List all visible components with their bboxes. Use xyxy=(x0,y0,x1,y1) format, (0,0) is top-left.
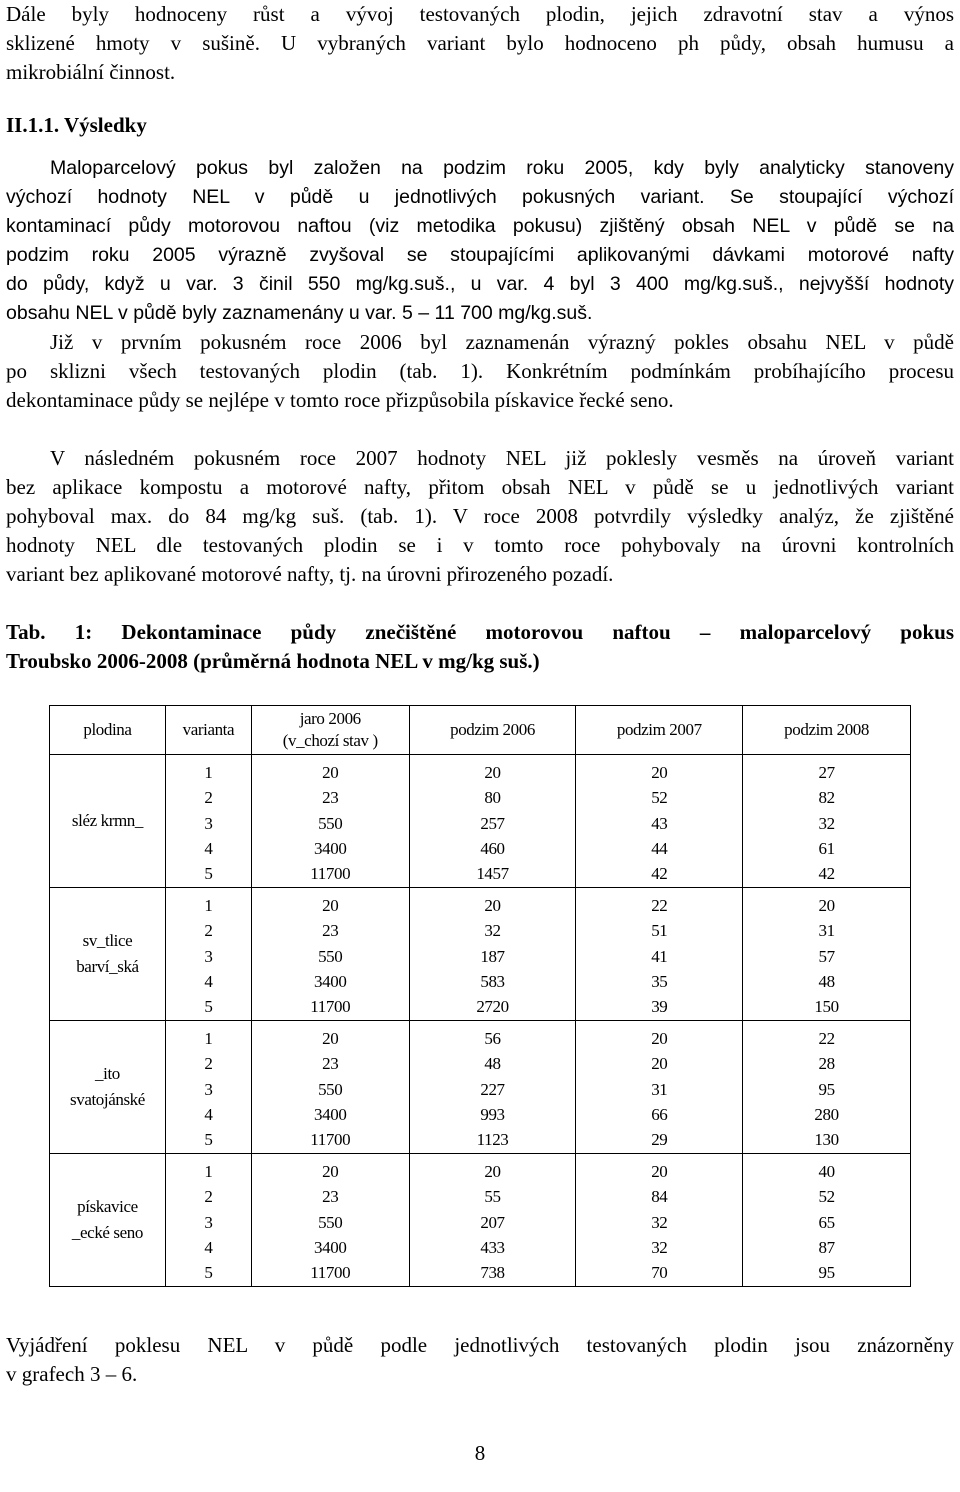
text-line: podzim roku 2005 výrazně zvyšoval se stoupajícími aplikovanými dávkami motorové nafty xyxy=(6,244,954,266)
results-table xyxy=(49,705,911,1287)
caption-line: Troubsko 2006-2008 (průměrná hodnota NEL v mg/kg suš.) xyxy=(6,649,540,673)
cell-podzim2007 xyxy=(576,1154,743,1287)
table-value: 3400 xyxy=(314,838,347,858)
table-value: 3 xyxy=(204,1212,213,1232)
table-row xyxy=(50,1154,911,1287)
cell-plodina xyxy=(50,888,166,1021)
table-value: 32 xyxy=(484,921,501,941)
table-value: 20 xyxy=(484,1162,501,1181)
cell-podzim2008 xyxy=(743,755,911,888)
cell-plodina xyxy=(50,755,166,888)
table-value: 20 xyxy=(484,763,501,782)
table-value: 3 xyxy=(204,946,213,966)
plodina-label: _ecké seno xyxy=(71,1223,143,1242)
plodina-label: barví_ská xyxy=(76,957,139,976)
paragraph-2007 xyxy=(6,444,954,589)
table-value: 2 xyxy=(204,921,213,941)
plodina-label: _ito xyxy=(95,1064,120,1083)
table-value: 70 xyxy=(651,1263,668,1283)
header-podzim-2008: podzim 2008 xyxy=(743,706,911,755)
table-value: 5 xyxy=(204,1130,213,1150)
table-value: 20 xyxy=(651,1054,668,1074)
table-value: 550 xyxy=(318,946,343,966)
cell-podzim2008 xyxy=(743,1154,911,1287)
table-value: 42 xyxy=(651,864,668,884)
table-value: 40 xyxy=(818,1162,835,1181)
table-value: 11700 xyxy=(310,997,351,1017)
table-value: 31 xyxy=(651,1079,668,1099)
cell-jaro2006 xyxy=(251,755,409,888)
table-value: 32 xyxy=(818,813,835,833)
table-value: 11700 xyxy=(310,864,351,884)
table-value: 20 xyxy=(651,1029,668,1048)
table-value: 65 xyxy=(818,1212,835,1232)
table-value: 187 xyxy=(480,946,505,966)
table-value: 550 xyxy=(318,813,343,833)
table-value: 130 xyxy=(814,1130,839,1150)
table-value: 31 xyxy=(818,921,835,941)
table-value: 4 xyxy=(204,1104,213,1124)
cell-jaro2006 xyxy=(251,1154,409,1287)
table-value: 95 xyxy=(818,1079,835,1099)
table-value: 5 xyxy=(204,1263,213,1283)
table-value: 2 xyxy=(204,1187,213,1207)
table-value: 5 xyxy=(204,864,213,884)
table-value: 1457 xyxy=(476,864,509,884)
table-value: 11700 xyxy=(310,1263,351,1283)
table-value: 27 xyxy=(818,763,835,782)
text-line: dekontaminace půdy se nejlépe v tomto roce přizpůsobila pískavice řecké seno. xyxy=(6,388,674,412)
table-value: 993 xyxy=(480,1104,505,1124)
table-value: 48 xyxy=(484,1054,501,1074)
cell-podzim2006 xyxy=(409,755,576,888)
table-row xyxy=(50,888,911,1021)
text-line: Dále byly hodnoceny růst a vývoj testovaných plodin, jejich zdravotní stav a výnos xyxy=(6,2,954,26)
table-value: 2 xyxy=(204,788,213,808)
table-caption xyxy=(6,618,954,676)
header-jaro-2006 xyxy=(251,706,409,755)
table-value: 20 xyxy=(651,1162,668,1181)
table-value: 257 xyxy=(480,813,505,833)
table-value: 82 xyxy=(818,788,835,808)
table-value: 433 xyxy=(480,1237,505,1257)
table-value: 3 xyxy=(204,1079,213,1099)
table-value: 20 xyxy=(651,763,668,782)
text-line: kontaminací půdy motorovou naftou (viz metodika pokusu) zjištěný obsah NEL v půdě se na xyxy=(6,215,954,237)
table-value: 44 xyxy=(651,838,668,858)
cell-varianta xyxy=(165,755,251,888)
header-jaro-line1: jaro 2006 xyxy=(299,709,361,728)
plodina-label: pískavice xyxy=(77,1197,138,1216)
table-value: 23 xyxy=(322,788,339,808)
table-value: 52 xyxy=(818,1187,835,1207)
cell-podzim2007 xyxy=(576,888,743,1021)
table-value: 52 xyxy=(651,788,668,808)
table-value: 1 xyxy=(204,1162,213,1181)
cell-podzim2007 xyxy=(576,755,743,888)
cell-podzim2006 xyxy=(409,888,576,1021)
text-line: V následném pokusném roce 2007 hodnoty NEL již poklesly vesměs na úroveň variant xyxy=(50,446,954,470)
table-value: 227 xyxy=(480,1079,505,1099)
table-value: 41 xyxy=(651,946,668,966)
table-value: 87 xyxy=(818,1237,835,1257)
table-value: 4 xyxy=(204,1237,213,1257)
table-value: 583 xyxy=(480,971,505,991)
text-line: výchozí hodnoty NEL v půdě u jednotlivých pokusných variant. Se stoupající výchozí xyxy=(6,186,954,208)
cell-plodina xyxy=(50,1154,166,1287)
table-value: 23 xyxy=(322,1187,339,1207)
cell-podzim2008 xyxy=(743,888,911,1021)
table-value: 35 xyxy=(651,971,668,991)
table-row xyxy=(50,1021,911,1154)
text-line: hodnoty NEL dle testovaných plodin se i v tomto roce pohybovaly na úrovni kontrolních xyxy=(6,533,954,557)
text-line: Již v prvním pokusném roce 2006 byl zaznamenán výrazný pokles obsahu NEL v půdě xyxy=(50,330,954,354)
section-heading: II.1.1. Výsledky xyxy=(6,113,147,137)
cell-varianta xyxy=(165,1021,251,1154)
table-value: 11700 xyxy=(310,1130,351,1150)
table-value: 3400 xyxy=(314,1104,347,1124)
header-podzim-2007: podzim 2007 xyxy=(576,706,743,755)
table-value: 20 xyxy=(322,763,339,782)
header-plodina: plodina xyxy=(50,706,166,755)
table-value: 2720 xyxy=(476,997,509,1017)
table-value: 738 xyxy=(480,1263,505,1283)
paragraph-graphs xyxy=(6,1331,954,1389)
cell-podzim2008 xyxy=(743,1021,911,1154)
table-value: 95 xyxy=(818,1263,835,1283)
caption-line: Tab. 1: Dekontaminace půdy znečištěné motorovou naftou – maloparcelový pokus xyxy=(6,620,954,644)
text-line: v grafech 3 – 6. xyxy=(6,1362,138,1386)
table-value: 51 xyxy=(651,921,668,941)
cell-podzim2006 xyxy=(409,1154,576,1287)
cell-jaro2006 xyxy=(251,1021,409,1154)
cell-podzim2006 xyxy=(409,1021,576,1154)
text-line: bez aplikace kompostu a motorové nafty, přitom obsah NEL v půdě se u jednotlivých variant xyxy=(6,475,954,499)
paragraph-intro xyxy=(6,0,954,87)
table-value: 20 xyxy=(484,896,501,915)
table-value: 1123 xyxy=(476,1130,509,1150)
table-value: 23 xyxy=(322,921,339,941)
table-value: 28 xyxy=(818,1054,835,1074)
table-value: 32 xyxy=(651,1237,668,1257)
table-value: 48 xyxy=(818,971,835,991)
table-value: 42 xyxy=(818,864,835,884)
table-value: 2 xyxy=(204,1054,213,1074)
text-line: po sklizni všech testovaných plodin (tab. 1). Konkrétním podmínkám probíhajícího procesu xyxy=(6,359,954,383)
table-value: 57 xyxy=(818,946,835,966)
table-value: 3 xyxy=(204,813,213,833)
text-line: pohyboval max. do 84 mg/kg suš. (tab. 1). V roce 2008 potvrdily výsledky analýz, že zjištěné xyxy=(6,504,954,528)
cell-podzim2007 xyxy=(576,1021,743,1154)
table-value: 1 xyxy=(204,1029,213,1048)
table-value: 280 xyxy=(814,1104,839,1124)
paragraph-results xyxy=(6,154,954,415)
table-value: 22 xyxy=(651,896,668,915)
table-value: 3400 xyxy=(314,971,347,991)
table-row xyxy=(50,755,911,888)
table-value: 1 xyxy=(204,896,213,915)
table-value: 20 xyxy=(322,896,339,915)
header-jaro-line2: (v_chozí stav ) xyxy=(282,731,378,750)
table-value: 207 xyxy=(480,1212,505,1232)
table-value: 3400 xyxy=(314,1237,347,1257)
table-value: 550 xyxy=(318,1079,343,1099)
text-line: mikrobiální činnost. xyxy=(6,60,176,84)
text-line: obsahu NEL v půdě byly zaznamenány u var. 5 – 11 700 mg/kg.suš. xyxy=(6,302,593,324)
table-value: 32 xyxy=(651,1212,668,1232)
table-value: 56 xyxy=(484,1029,501,1048)
plodina-label: sléz krmn_ xyxy=(71,811,143,830)
plodina-label: sv_tlice xyxy=(82,931,133,950)
table-value: 20 xyxy=(322,1029,339,1048)
table-value: 23 xyxy=(322,1054,339,1074)
table-value: 460 xyxy=(480,838,505,858)
text-line: variant bez aplikované motorové nafty, tj. na úrovni přirozeného pozadí. xyxy=(6,562,614,586)
table-value: 20 xyxy=(818,896,835,915)
text-line: Maloparcelový pokus byl založen na podzim roku 2005, kdy byly analyticky stanoveny xyxy=(50,157,954,179)
page-number: 8 xyxy=(474,1441,486,1465)
header-podzim-2006: podzim 2006 xyxy=(409,706,576,755)
table-value: 39 xyxy=(651,997,668,1017)
table-value: 55 xyxy=(484,1187,501,1207)
table-value: 550 xyxy=(318,1212,343,1232)
text-line: sklizené hmoty v sušině. U vybraných variant bylo hodnoceno ph půdy, obsah humusu a xyxy=(6,31,954,55)
table-value: 1 xyxy=(204,763,213,782)
table-value: 61 xyxy=(818,838,835,858)
header-varianta: varianta xyxy=(165,706,251,755)
plodina-label: svatojánské xyxy=(70,1090,145,1109)
cell-jaro2006 xyxy=(251,888,409,1021)
table-value: 29 xyxy=(651,1130,668,1150)
text-line: do půdy, když u var. 3 činil 550 mg/kg.suš., u var. 4 byl 3 400 mg/kg.suš., nejvyšší hodnoty xyxy=(6,273,954,295)
table-value: 84 xyxy=(651,1187,668,1207)
table-value: 5 xyxy=(204,997,213,1017)
table-value: 4 xyxy=(204,971,213,991)
table-value: 80 xyxy=(484,788,501,808)
table-value: 66 xyxy=(651,1104,668,1124)
cell-varianta xyxy=(165,888,251,1021)
table-value: 43 xyxy=(651,813,668,833)
table-value: 4 xyxy=(204,838,213,858)
table-header-row xyxy=(50,706,911,755)
text-line: Vyjádření poklesu NEL v půdě podle jednotlivých testovaných plodin jsou znázorněny xyxy=(6,1333,954,1357)
table-value: 20 xyxy=(322,1162,339,1181)
cell-plodina xyxy=(50,1021,166,1154)
table-value: 22 xyxy=(818,1029,835,1048)
cell-varianta xyxy=(165,1154,251,1287)
table-value: 150 xyxy=(814,997,839,1017)
